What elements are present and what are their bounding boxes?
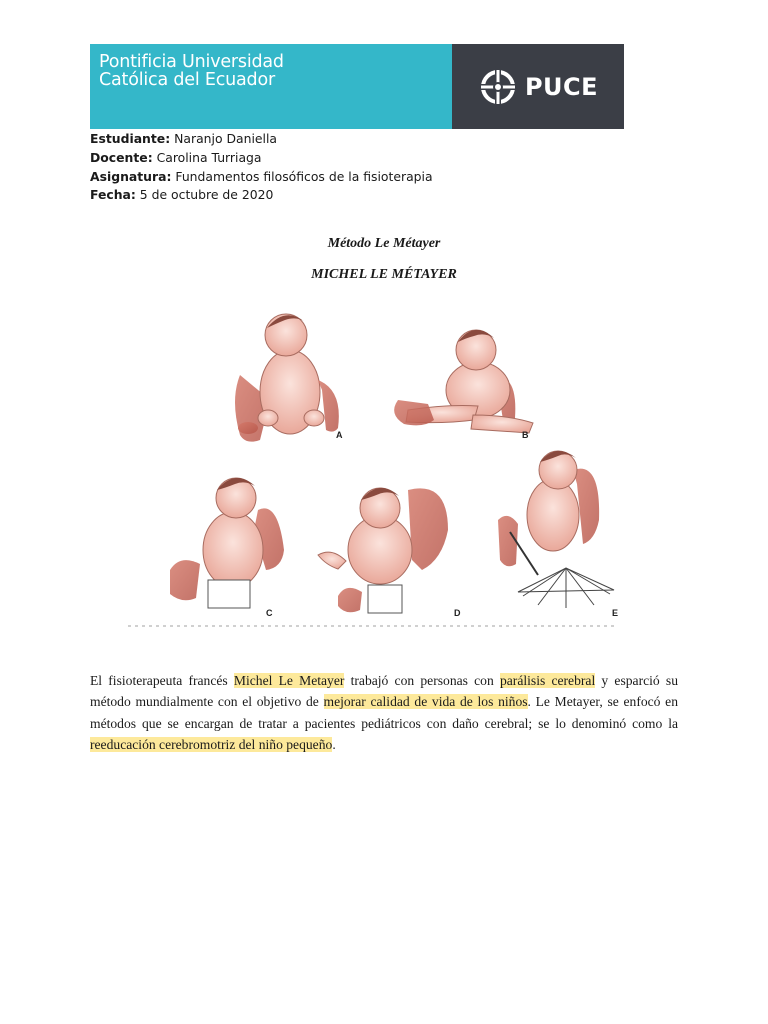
panel-c bbox=[170, 478, 284, 608]
puce-emblem-icon bbox=[478, 67, 518, 107]
meta-student-label: Estudiante: bbox=[90, 131, 171, 146]
puce-logo-text: PUCE bbox=[524, 72, 599, 101]
meta-subject-label: Asignatura: bbox=[90, 168, 172, 184]
panel-label-e: E bbox=[612, 608, 619, 618]
paragraph-text-3: y esparció su método mundialmente con el objetivo de bbox=[90, 673, 678, 710]
highlight-paralisis-cerebral: parálisis cerebral bbox=[499, 673, 596, 688]
meta-subject-value: Fundamentos filosóficos de la fisioterapia bbox=[171, 168, 433, 184]
panel-a bbox=[235, 314, 339, 442]
paragraph-text-5: . bbox=[332, 737, 336, 753]
baby-positioning-illustration bbox=[118, 300, 630, 630]
document-title: Método Le Métayer bbox=[327, 236, 441, 251]
banner-logo-panel bbox=[452, 44, 624, 129]
panel-label-d: D bbox=[454, 608, 461, 618]
university-name-line1: Pontificia Universidad bbox=[99, 52, 284, 72]
meta-teacher-value: Carolina Turriaga bbox=[152, 149, 262, 165]
panel-b bbox=[394, 330, 533, 433]
paragraph-text-1: El fisioterapeuta francés bbox=[90, 673, 234, 688]
panel-label-a: A bbox=[336, 430, 343, 440]
meta-date-value: 5 de octubre de 2020 bbox=[135, 187, 274, 203]
meta-student bbox=[90, 130, 433, 149]
paragraph-text-2: trabajó con personas con bbox=[344, 673, 500, 688]
university-banner bbox=[90, 44, 624, 129]
highlight-michel-le-metayer: Michel Le Metayer bbox=[233, 673, 345, 688]
highlight-calidad-de-vida: mejorar calidad de vida de los niños bbox=[323, 694, 528, 710]
body-paragraph bbox=[90, 670, 678, 756]
meta-student-value: Naranjo Daniella bbox=[170, 131, 278, 146]
university-name-line2: Católica del Ecuador bbox=[99, 70, 275, 90]
puce-logo bbox=[478, 67, 598, 107]
meta-teacher bbox=[90, 149, 433, 168]
document-meta bbox=[90, 130, 433, 205]
panel-d bbox=[318, 488, 448, 613]
banner-title-panel bbox=[90, 44, 452, 129]
meta-subject bbox=[90, 168, 433, 187]
highlight-reeducacion: reeducación cerebromotriz del niño pequeño bbox=[90, 737, 333, 753]
method-illustration bbox=[118, 300, 630, 630]
meta-teacher-label: Docente: bbox=[90, 149, 153, 165]
document-subtitle: MICHEL LE MÉTAYER bbox=[311, 267, 457, 282]
university-name bbox=[99, 53, 284, 89]
paragraph-text-4: . Le Metayer, se enfocó en métodos que se encargan de tratar a pacientes pediátricos con daño cerebral; se lo denominó como la bbox=[90, 694, 678, 731]
meta-date-label: Fecha: bbox=[90, 187, 136, 203]
panel-label-b: B bbox=[522, 430, 529, 440]
meta-date bbox=[90, 186, 433, 205]
panel-e bbox=[498, 451, 614, 608]
panel-label-c: C bbox=[266, 608, 273, 618]
